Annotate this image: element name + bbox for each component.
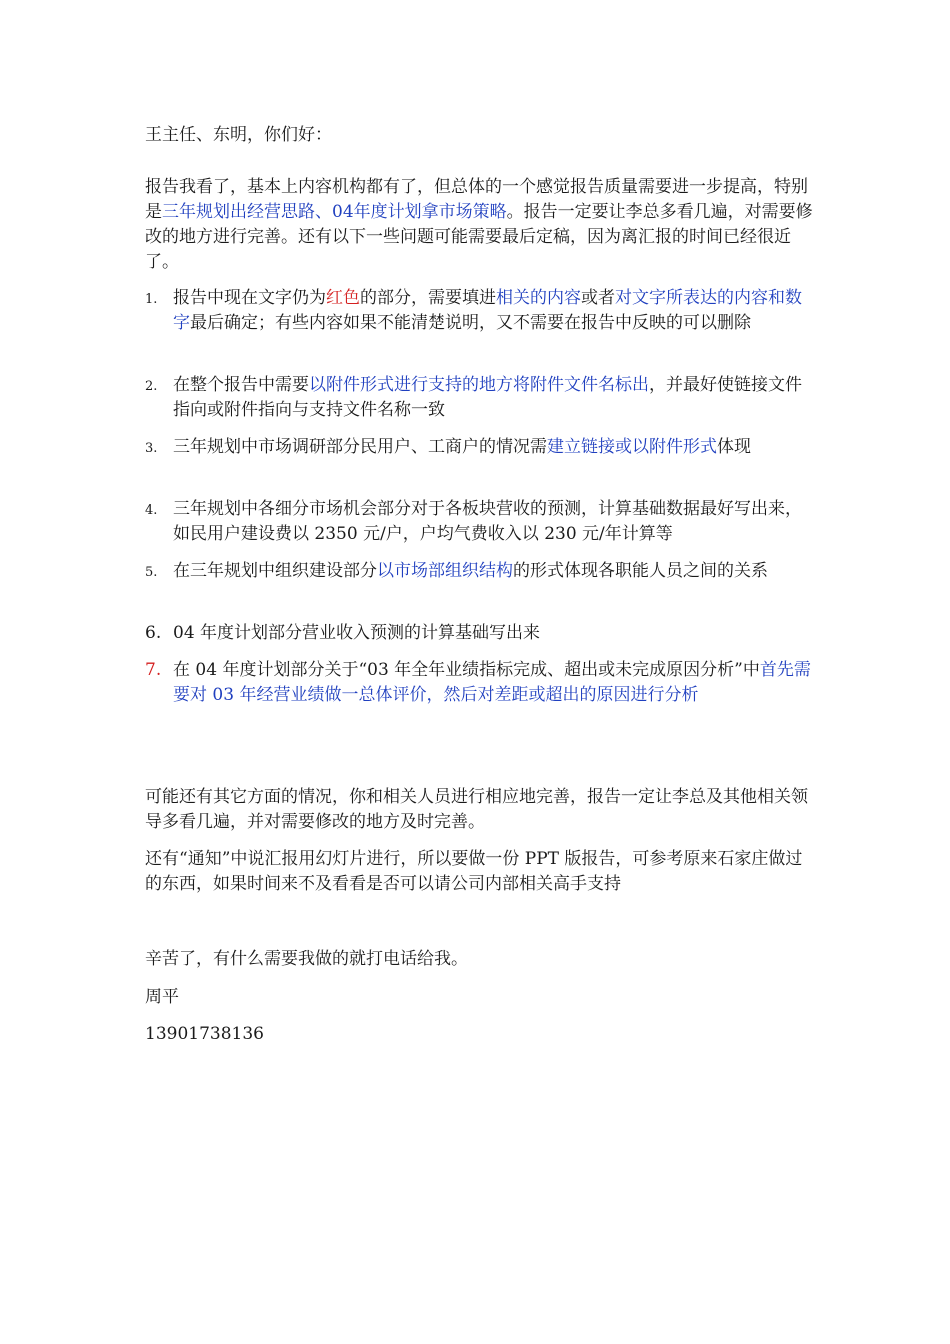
blue-highlight: 首先需要对 03 年经营业绩做一总体评价，然后对差距或超出的原因进行分析 [173, 660, 811, 705]
list-text [173, 373, 813, 423]
text-segment: 三年规划中市场调研部分民用户、工商户的情况需 [173, 437, 547, 457]
red-highlight: 红色 [326, 288, 360, 308]
list-text [173, 286, 813, 336]
text-segment: 04 年度计划部分营业收入预测的计算基础写出来 [173, 623, 541, 643]
text-segment: 在整个报告中需要 [173, 375, 309, 395]
list-text [173, 435, 813, 460]
blue-highlight: 对文字所表达的内容和数字 [173, 288, 802, 333]
list-number: 7. [145, 660, 162, 680]
list-text [173, 559, 813, 584]
intro-text-end: 。报告一定要让李总多看几遍，对需要修改的地方进行完善。还有以下一些问题可能需要最后定稿，因为离汇报的时间已经很近了。 [145, 202, 813, 272]
text-segment: 的部分，需要填进 [360, 288, 496, 308]
phone-number: 13901738136 [145, 1024, 264, 1044]
list-number: 5. [145, 565, 158, 580]
text-segment: 三年规划中各细分市场机会部分对于各板块营收的预测，计算基础数据最好写出来，如民用户建设费以 2350 元/户，户均气费收入以 230 元/年计算等 [173, 499, 802, 544]
signature-name: 周平 [145, 987, 179, 1007]
list-number: 2. [145, 379, 158, 394]
text-segment: 报告中现在文字仍为 [173, 288, 326, 308]
text-segment: 或者 [581, 288, 615, 308]
text-segment: 的形式体现各职能人员之间的关系 [513, 561, 768, 581]
list-text [173, 658, 813, 708]
list-text [173, 621, 813, 646]
list-number: 1. [145, 292, 158, 307]
list-number: 6. [145, 623, 162, 643]
closing-paragraph-2: 还有“通知”中说汇报用幻灯片进行，所以要做一份 PPT 版报告，可参考原来石家庄做过的东西，如果时间来不及看看是否可以请公司内部相关高手支持 [145, 849, 803, 894]
text-segment: 在三年规划中组织建设部分 [173, 561, 377, 581]
list-text [173, 497, 813, 547]
blue-highlight: 相关的内容 [496, 288, 581, 308]
blue-highlight: 建立链接或以附件形式 [547, 437, 717, 457]
closing-paragraph-1: 可能还有其它方面的情况，你和相关人员进行相应地完善，报告一定让李总及其他相关领导多看几遍，并对需要修改的地方及时完善。 [145, 787, 808, 832]
text-segment: 体现 [717, 437, 751, 457]
list-number: 3. [145, 441, 158, 456]
thanks-line: 辛苦了，有什么需要我做的就打电话给我。 [145, 949, 468, 969]
intro-highlight: 三年规划出经营思路、04年度计划拿市场策略 [162, 202, 507, 222]
list-number: 4. [145, 503, 158, 518]
text-segment: ，并最好使链接文件指向或附件指向与支持文件名称一致 [173, 375, 802, 420]
greeting: 王主任、东明，你们好： [145, 125, 332, 145]
blue-highlight: 以市场部组织结构 [377, 561, 513, 581]
text-segment: 最后确定；有些内容如果不能清楚说明，又不需要在报告中反映的可以删除 [190, 313, 751, 333]
text-segment: 在 04 年度计划部分关于“03 年全年业绩指标完成、超出或未完成原因分析”中 [173, 660, 760, 680]
intro-text: 报告我看了，基本上内容机构都有了，但总体的一个感觉报告质量需要进一步提高，特别是 [145, 177, 808, 222]
intro-paragraph [145, 175, 815, 275]
blue-highlight: 以附件形式进行支持的地方将附件文件名标出 [309, 375, 649, 395]
